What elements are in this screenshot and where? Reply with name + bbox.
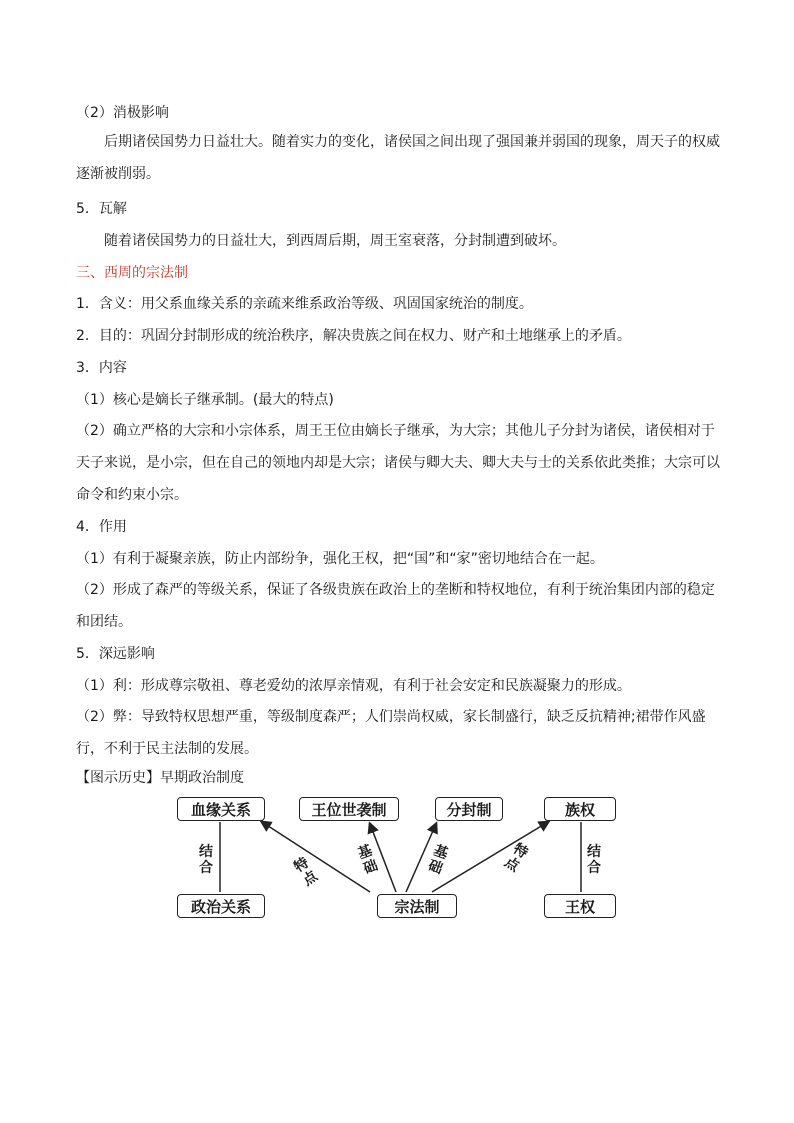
zongfa-influence-2: （2）弊：导致特权思想严重，等级制度森严；人们崇尚权威，家长制盛行，缺乏反抗精神;裙带作风盛行，不利于民主法制的发展。 <box>76 709 706 757</box>
zongfa-content-1: （1）核心是嫡长子继承制。(最大的特点) <box>76 392 334 408</box>
zongfa-influence-heading: 5．深远影响 <box>76 646 155 662</box>
arrow-to-clan <box>432 822 548 892</box>
label-base-left: 基 础 <box>355 842 381 878</box>
diagram-caption: 【图示历史】早期政治制度 <box>76 770 244 786</box>
label-base-right: 基 础 <box>425 842 451 878</box>
node-political-relation: 政治关系 <box>177 894 265 918</box>
label-trait-left: 特 点 <box>291 854 321 890</box>
zongfa-meaning: 1．含义：用父系血缘关系的亲疏来维系政治等级、巩固国家统治的制度。 <box>76 296 533 312</box>
node-fief-system: 分封制 <box>435 797 503 821</box>
zongfa-purpose: 2．目的：巩固分封制形成的统治秩序，解决贵族之间在权力、财产和土地继承上的矛盾。 <box>76 328 631 344</box>
zongfa-influence-1: （1）利：形成尊宗敬祖、尊老爱幼的浓厚亲情观，有利于社会安定和民族凝聚力的形成。 <box>76 678 631 694</box>
zongfa-content-2: （2）确立严格的大宗和小宗体系，周王王位由嫡长子继承，为大宗；其他儿子分封为诸侯，诸侯相对于天子来说，是小宗，但在自己的领地内却是大宗；诸侯与卿大夫、卿大夫与士的关系依此类推；大宗可以命令和约束小宗。 <box>76 423 720 503</box>
label-combine-right: 结 合 <box>587 844 601 876</box>
label-trait-right: 特 点 <box>501 840 531 876</box>
node-blood-relation: 血缘关系 <box>177 797 265 821</box>
zongfa-content-heading: 3．内容 <box>76 360 127 376</box>
zongfa-role-heading: 4．作用 <box>76 519 127 535</box>
node-zongfa-system: 宗法制 <box>377 894 457 918</box>
label-combine-left: 结 合 <box>199 844 213 876</box>
sec2-negative-body: 后期诸侯国势力日益壮大。随着实力的变化，诸侯国之间出现了强国兼并弱国的现象，周天子的权威逐渐被削弱。 <box>76 134 720 182</box>
node-throne-succession: 王位世袭制 <box>299 797 399 821</box>
zongfa-role-2: （2）形成了森严的等级关系，保证了各级贵族在政治上的垄断和特权地位，有利于统治集团内部的稳定和团结。 <box>76 582 715 630</box>
node-clan-power: 族权 <box>544 797 616 821</box>
node-kingship: 王权 <box>544 894 616 918</box>
political-system-diagram <box>170 792 626 922</box>
zongfa-role-1: （1）有利于凝聚亲族，防止内部纷争，强化王权，把“国”和“家”密切地结合在一起。 <box>76 551 604 567</box>
sec2-negative-heading: （2）消极影响 <box>76 105 169 121</box>
sec5-collapse-heading: 5．瓦解 <box>76 201 127 217</box>
sec5-collapse-body: 随着诸侯国势力的日益壮大，到西周后期，周王室衰落，分封制遭到破坏。 <box>104 233 566 249</box>
section3-title: 三、西周的宗法制 <box>76 265 188 281</box>
